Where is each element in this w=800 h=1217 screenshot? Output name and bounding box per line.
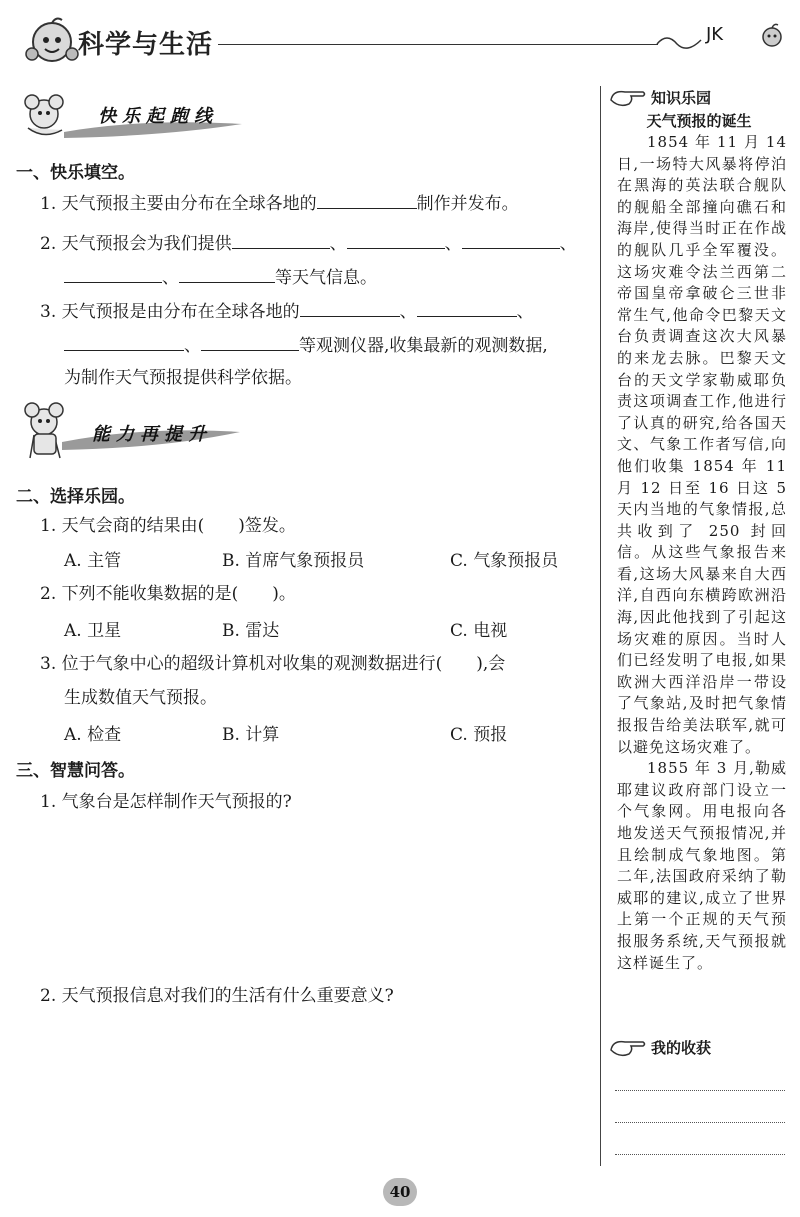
section1-heading: 一、快乐填空。 xyxy=(16,163,135,183)
blank-field[interactable] xyxy=(300,298,400,317)
knowledge-sidebar xyxy=(600,86,793,1166)
choice-question-3: 3. 位于气象中心的超级计算机对收集的观测数据进行( ),会 xyxy=(40,654,506,674)
blank-field[interactable] xyxy=(179,264,275,283)
banner-advance xyxy=(14,402,244,462)
fill-question-1: 1. 天气预报主要由分布在全球各地的 制作并发布。 xyxy=(40,190,519,216)
open-question-2: 2. 天气预报信息对我们的生活有什么重要意义? xyxy=(40,986,394,1006)
swirl-icon xyxy=(655,30,705,54)
article-paragraph-1: 1854 年 11 月 14 日,一场特大风暴将停泊在黑海的英法联合舰队的舰船全部撞向礁石和海岸,使得当时正在作战的舰队几乎全军覆没。这场灾难令法兰西第二帝国皇帝拿破仑三世非常生气,他命令巴黎天文台负责调查这次大风暴的来龙去脉。巴黎天文台的天文学家勒威耶负责这项调查工作,他进行了认真的研究,给各国天文、气象工作者写信,向他们收集 1854 年 11 月 12 日至 16 日这 5 天内当地的气象情报,总共收到了 250 封回信。从这些气象报告来看,这场大风暴来自大西洋,自西向东横跨欧洲沿海,因此他找到了引起这场灾难的原因。当时人们已经发明了电报,如果欧洲大西洋沿岸一带设了气象站,及时把气象情报报告给美法联军,就可以避免这场灾难了。 xyxy=(617,133,787,756)
knowledge-label: 知识乐园 xyxy=(651,89,712,107)
choice-question-2: 2. 下列不能收集数据的是( )。 xyxy=(40,584,296,604)
blank-field[interactable] xyxy=(201,332,299,351)
option-1b[interactable]: B. 首席气象预报员 xyxy=(222,551,365,571)
pointing-hand-icon xyxy=(609,86,647,108)
answer-area-2[interactable] xyxy=(40,1014,580,1164)
option-1a[interactable]: A. 主管 xyxy=(64,551,122,571)
mini-mascot-icon xyxy=(758,22,786,48)
fill-question-3-end: 为制作天气预报提供科学依据。 xyxy=(64,368,302,388)
section2-heading: 二、选择乐园。 xyxy=(16,487,135,507)
open-question-1: 1. 气象台是怎样制作天气预报的? xyxy=(40,792,292,812)
option-3b[interactable]: B. 计算 xyxy=(222,725,280,745)
harvest-line[interactable] xyxy=(615,1122,785,1123)
blank-field[interactable] xyxy=(232,230,330,249)
blank-field[interactable] xyxy=(317,190,417,209)
banner-advance-title: 能力再提升 xyxy=(92,424,212,445)
option-3a[interactable]: A. 检查 xyxy=(64,725,122,745)
article-body xyxy=(617,132,787,974)
blank-field[interactable] xyxy=(64,332,184,351)
series-title: 科学与生活 xyxy=(78,30,214,60)
header-rule xyxy=(218,44,658,45)
fill-question-3-cont: 、 等观测仪器,收集最新的观测数据, xyxy=(64,332,548,358)
choice-question-3-cont: 生成数值天气预报。 xyxy=(64,688,217,708)
article-title: 天气预报的诞生 xyxy=(646,112,752,130)
banner-warmup xyxy=(14,92,244,144)
option-2a[interactable]: A. 卫星 xyxy=(64,621,122,641)
section3-heading: 三、智慧问答。 xyxy=(16,761,135,781)
blank-field[interactable] xyxy=(64,264,162,283)
harvest-line[interactable] xyxy=(615,1154,785,1155)
article-paragraph-2: 1855 年 3 月,勒威耶建议政府部门设立一个气象网。用电报向各地发送天气预报情况,并且绘制成气象地图。第二年,法国政府采纳了勒威耶的建议,成立了世界上第一个正规的天气预报服务系统,天气预报就这样诞生了。 xyxy=(617,759,787,972)
edition-code: JK xyxy=(706,24,724,45)
fill-question-2: 2. 天气预报会为我们提供 、 、 、 xyxy=(40,230,577,256)
option-1c[interactable]: C. 气象预报员 xyxy=(450,551,559,571)
option-2b[interactable]: B. 雷达 xyxy=(222,621,280,641)
option-3c[interactable]: C. 预报 xyxy=(450,725,508,745)
banner-warmup-title: 快乐起跑线 xyxy=(98,106,218,127)
page-number: 40 xyxy=(383,1178,417,1206)
pointing-hand-icon xyxy=(609,1036,647,1058)
answer-area-1[interactable] xyxy=(40,820,580,970)
option-2c[interactable]: C. 电视 xyxy=(450,621,508,641)
harvest-label: 我的收获 xyxy=(651,1039,712,1057)
fill-question-2-cont: 、 等天气信息。 xyxy=(64,264,377,290)
blank-field[interactable] xyxy=(347,230,445,249)
choice-question-1: 1. 天气会商的结果由( )签发。 xyxy=(40,516,296,536)
blank-field[interactable] xyxy=(417,298,517,317)
fill-question-3: 3. 天气预报是由分布在全球各地的 、 、 xyxy=(40,298,534,324)
blank-field[interactable] xyxy=(462,230,560,249)
harvest-line[interactable] xyxy=(615,1090,785,1091)
